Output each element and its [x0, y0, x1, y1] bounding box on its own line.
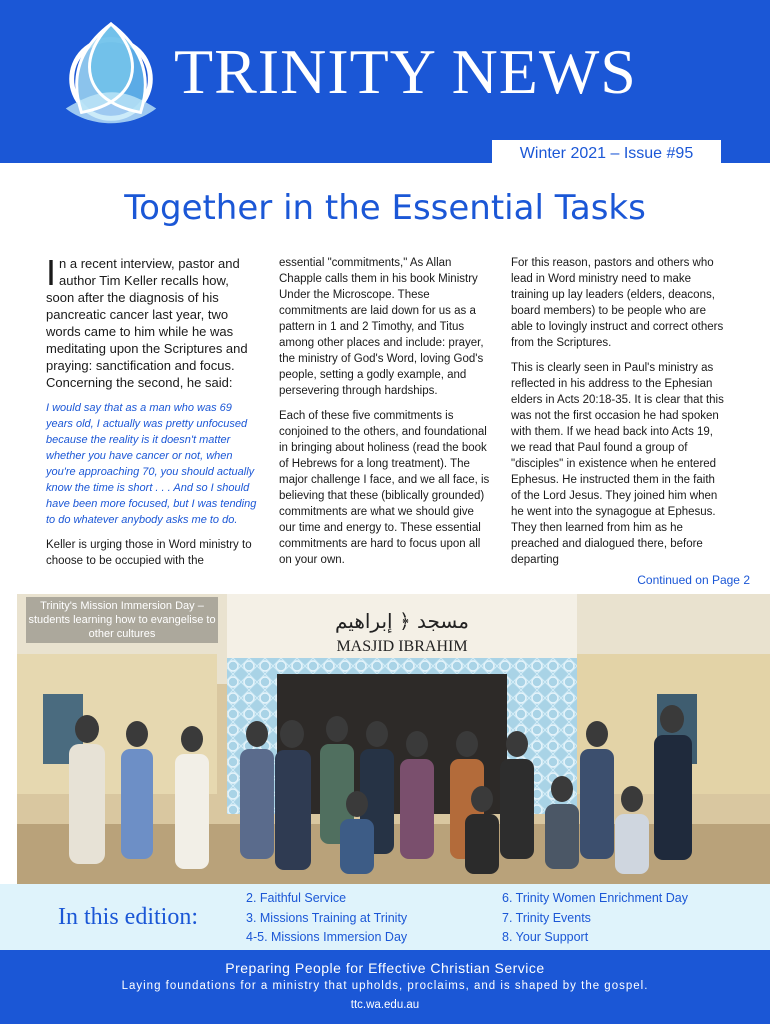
- edition-item[interactable]: 8. Your Support: [502, 930, 589, 944]
- trinity-logo: [52, 18, 170, 136]
- footer-subline: Laying foundations for a ministry that upholds, proclaims, and is shaped by the gospel.: [121, 980, 649, 992]
- issue-label: Winter 2021 – Issue #95: [492, 140, 721, 167]
- article-column-1: [46, 252, 258, 578]
- lead-text: n a recent interview, pastor and author Tim Keller recalls how, soon after the diagnosis of his pancreatic cancer last year, two words came to him while he was meditating upon the Scriptures and praying: sanctification and focus. Concerning the second, he said:: [46, 256, 248, 390]
- edition-item[interactable]: 7. Trinity Events: [502, 911, 591, 925]
- article-column-2: [279, 255, 491, 577]
- edition-item[interactable]: 2. Faithful Service: [246, 891, 347, 905]
- paragraph: Each of these five commitments is conjoined to the others, and foundational in bringing about holiness (read the book of Hebrews for a long treatment). The major challenge I face, and we all face, is believing that these (biblically grounded) commitments are what we should give our time and energy to. These essential commitments are hard to focus upon all on your own.: [279, 410, 490, 566]
- paragraph: This is clearly seen in Paul's ministry as reflected in his address to the Ephesian elders in Acts 20:18-35. It is clear that this was not the first occasion he had spoken with them. If we head back into Acts 19, we read that Paul found a group of "disciples" in existence when he entered Ephesus. He instructed them in the faith of the Lord Jesus. They joined him when he went into the synagogue at Ephesus. They then learned from him as he preached and dialogued there, before departing: [511, 362, 724, 566]
- paragraph: essential "commitments," As Allan Chapple calls them in his book Ministry Under the Microscope. These commitments are laid down for us as a pattern in 1 and 2 Timothy, and Titus among other places and include: prayer, the ministry of God's Word, loving God's people, setting a godly example, and persevering through hardships.: [279, 257, 484, 397]
- keller-quote: I would say that as a man who was 69 years old, I actually was pretty unfocused because the reality is it doesn't matter whether you have cancer or not, when you're approaching 70, you should actually know the time is short . . . And so I should have been more focused, but I was tending to do whatever anybody asks me to do.: [46, 402, 257, 526]
- drop-cap: I: [46, 252, 57, 293]
- in-this-edition: [0, 884, 770, 950]
- lead-paragraph: [46, 252, 258, 391]
- footer-tagline: Preparing People for Effective Christian Service: [225, 960, 545, 976]
- edition-item[interactable]: 6. Trinity Women Enrichment Day: [502, 891, 688, 905]
- sign-english: MASJID IBRAHIM: [336, 638, 468, 655]
- sign-arabic: مسجد ﴿ إبراهيم: [334, 609, 470, 633]
- paragraph: For this reason, pastors and others who lead in Word ministry need to make training up lay leaders (elders, deacons, board members) to be people who are able to lovingly instruct and correct others from the Scriptures.: [511, 257, 724, 349]
- edition-title: In this edition:: [58, 904, 198, 930]
- continued-link[interactable]: Continued on Page 2: [637, 573, 750, 587]
- paragraph: Keller is urging those in Word ministry to choose to be occupied with the: [46, 539, 252, 567]
- edition-item[interactable]: 3. Missions Training at Trinity: [246, 911, 408, 925]
- article-column-3: [511, 255, 725, 577]
- footer: [0, 950, 770, 1024]
- masthead-title: TRINITY NEWS: [174, 36, 637, 107]
- masthead: [0, 0, 770, 163]
- edition-item[interactable]: 4-5. Missions Immersion Day: [246, 930, 408, 944]
- footer-url[interactable]: ttc.wa.edu.au: [350, 999, 420, 1011]
- photo-caption: Trinity's Mission Immersion Day – students learning how to evangelise to other cultures: [26, 597, 218, 643]
- article-headline: Together in the Essential Tasks: [124, 188, 646, 228]
